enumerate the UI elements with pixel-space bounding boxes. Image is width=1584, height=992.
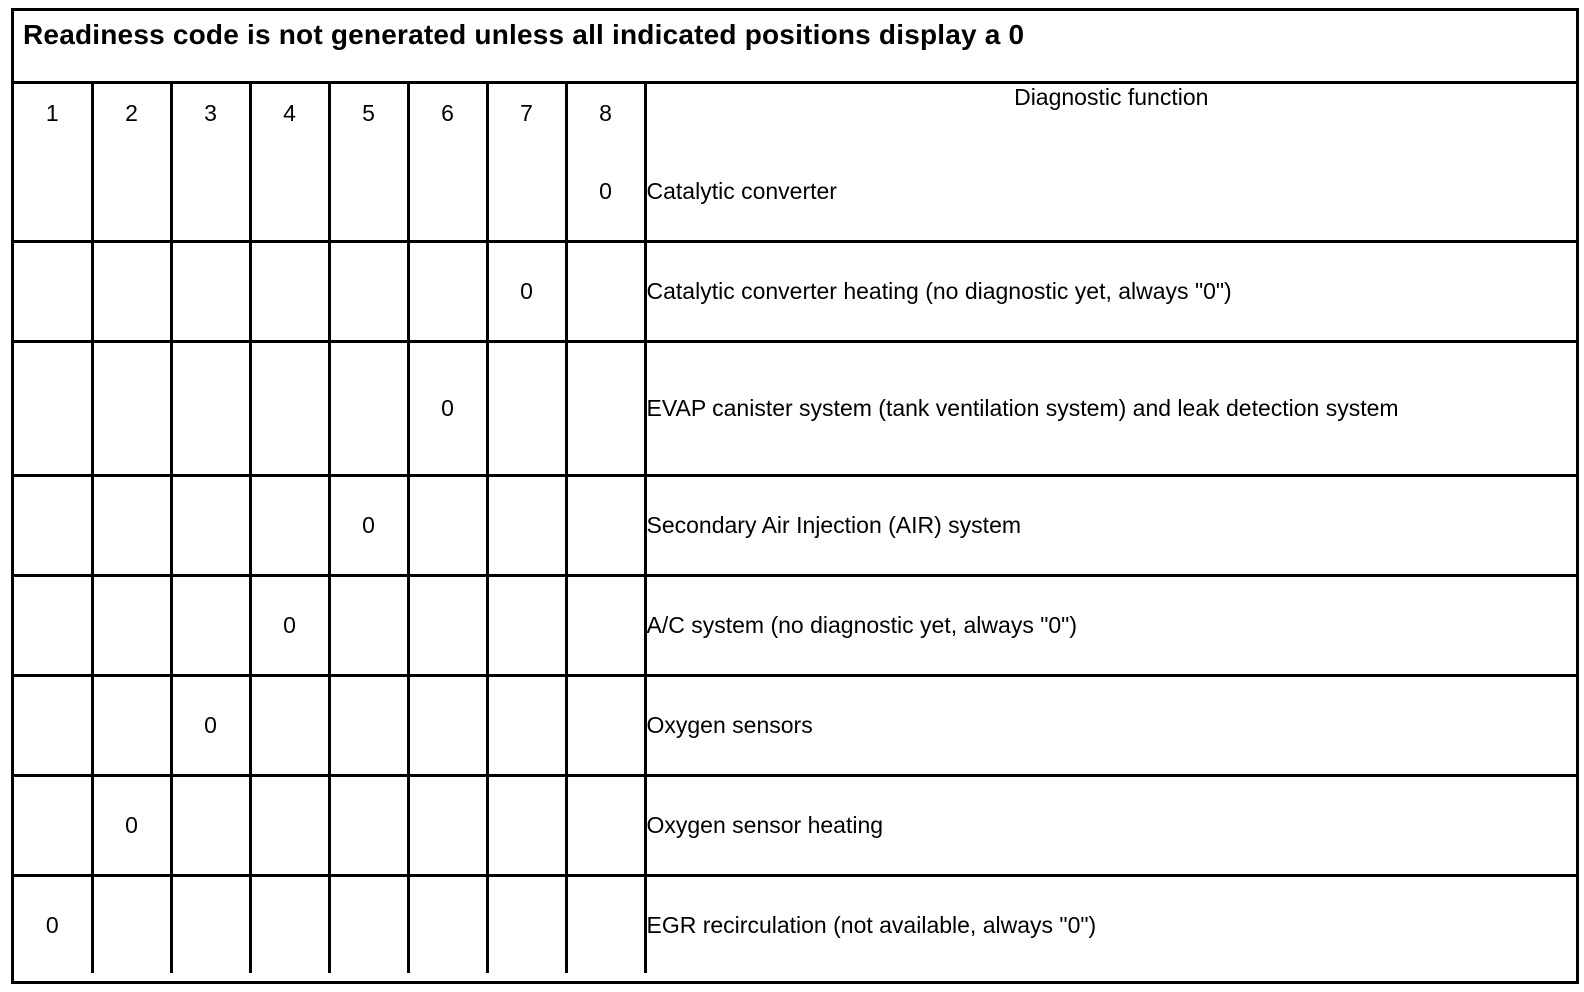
position-cell: 0	[566, 143, 645, 242]
position-cell: 0	[92, 776, 171, 876]
position-cell	[171, 242, 250, 342]
position-cell	[92, 242, 171, 342]
table-row	[14, 143, 1576, 242]
position-cell	[250, 342, 329, 476]
diagnostic-function-header: Diagnostic function	[1014, 84, 1209, 110]
position-cell	[14, 342, 92, 476]
position-cell	[566, 476, 645, 576]
position-cell	[408, 676, 487, 776]
position-cell	[250, 676, 329, 776]
position-cell: 0	[408, 342, 487, 476]
position-cell	[408, 143, 487, 242]
diagnostic-function-cell: Oxygen sensor heating	[645, 776, 1576, 876]
position-header-6: 6	[408, 84, 487, 143]
position-cell	[14, 576, 92, 676]
position-cell: 0	[171, 676, 250, 776]
position-header-1: 1	[14, 84, 92, 143]
position-cell	[329, 342, 408, 476]
position-cell	[92, 342, 171, 476]
position-cell	[250, 876, 329, 974]
header-row	[14, 84, 1576, 143]
table-row	[14, 476, 1576, 576]
position-cell	[329, 576, 408, 676]
position-cell	[487, 576, 566, 676]
readiness-code-table	[14, 84, 1576, 973]
position-cell: 0	[14, 876, 92, 974]
position-cell	[487, 676, 566, 776]
position-header-2: 2	[92, 84, 171, 143]
table-row	[14, 576, 1576, 676]
diagnostic-function-cell: Catalytic converter	[645, 143, 1576, 242]
position-cell	[14, 143, 92, 242]
position-cell	[250, 476, 329, 576]
diagnostic-function-cell: A/C system (no diagnostic yet, always "0")	[645, 576, 1576, 676]
position-cell	[408, 476, 487, 576]
position-cell	[171, 876, 250, 974]
position-cell	[14, 242, 92, 342]
position-cell	[250, 242, 329, 342]
position-header-3: 3	[171, 84, 250, 143]
position-cell	[250, 776, 329, 876]
position-cell	[92, 676, 171, 776]
position-cell	[92, 876, 171, 974]
position-header-5: 5	[329, 84, 408, 143]
position-header-4: 4	[250, 84, 329, 143]
position-cell	[329, 876, 408, 974]
position-cell	[14, 476, 92, 576]
position-cell	[566, 576, 645, 676]
diagnostic-function-cell: Secondary Air Injection (AIR) system	[645, 476, 1576, 576]
position-cell	[171, 776, 250, 876]
position-cell	[566, 242, 645, 342]
position-header-7: 7	[487, 84, 566, 143]
position-cell	[171, 576, 250, 676]
position-cell	[487, 143, 566, 242]
position-cell	[329, 242, 408, 342]
position-cell	[92, 143, 171, 242]
document-title: Readiness code is not generated unless all indicated positions display a 0	[14, 11, 1576, 84]
position-cell	[171, 342, 250, 476]
position-cell	[408, 576, 487, 676]
position-cell	[566, 342, 645, 476]
diagnostic-function-cell: Catalytic converter heating (no diagnostic yet, always "0")	[645, 242, 1576, 342]
position-cell	[92, 576, 171, 676]
position-cell	[14, 776, 92, 876]
position-cell	[487, 776, 566, 876]
position-cell: 0	[487, 242, 566, 342]
position-header-8: 8	[566, 84, 645, 143]
position-cell	[566, 876, 645, 974]
position-cell	[408, 876, 487, 974]
position-cell	[408, 776, 487, 876]
position-cell	[250, 143, 329, 242]
table-row	[14, 342, 1576, 476]
diagnostic-function-cell: EVAP canister system (tank ventilation system) and leak detection system	[645, 342, 1576, 476]
position-cell	[329, 776, 408, 876]
table-row	[14, 776, 1576, 876]
table-row	[14, 242, 1576, 342]
diagnostic-function-cell: EGR recirculation (not available, always "0")	[646, 911, 1097, 938]
position-cell	[487, 342, 566, 476]
position-cell	[329, 143, 408, 242]
position-cell	[171, 476, 250, 576]
position-cell	[566, 676, 645, 776]
position-cell: 0	[329, 476, 408, 576]
position-cell	[408, 242, 487, 342]
position-cell	[92, 476, 171, 576]
position-cell	[566, 776, 645, 876]
position-cell	[487, 876, 566, 974]
diagnostic-function-cell: Oxygen sensors	[645, 676, 1576, 776]
position-cell	[171, 143, 250, 242]
position-cell	[329, 676, 408, 776]
table-row	[14, 876, 1576, 974]
readiness-code-document	[11, 8, 1579, 984]
position-cell: 0	[250, 576, 329, 676]
position-cell	[14, 676, 92, 776]
table-row	[14, 676, 1576, 776]
position-cell	[487, 476, 566, 576]
